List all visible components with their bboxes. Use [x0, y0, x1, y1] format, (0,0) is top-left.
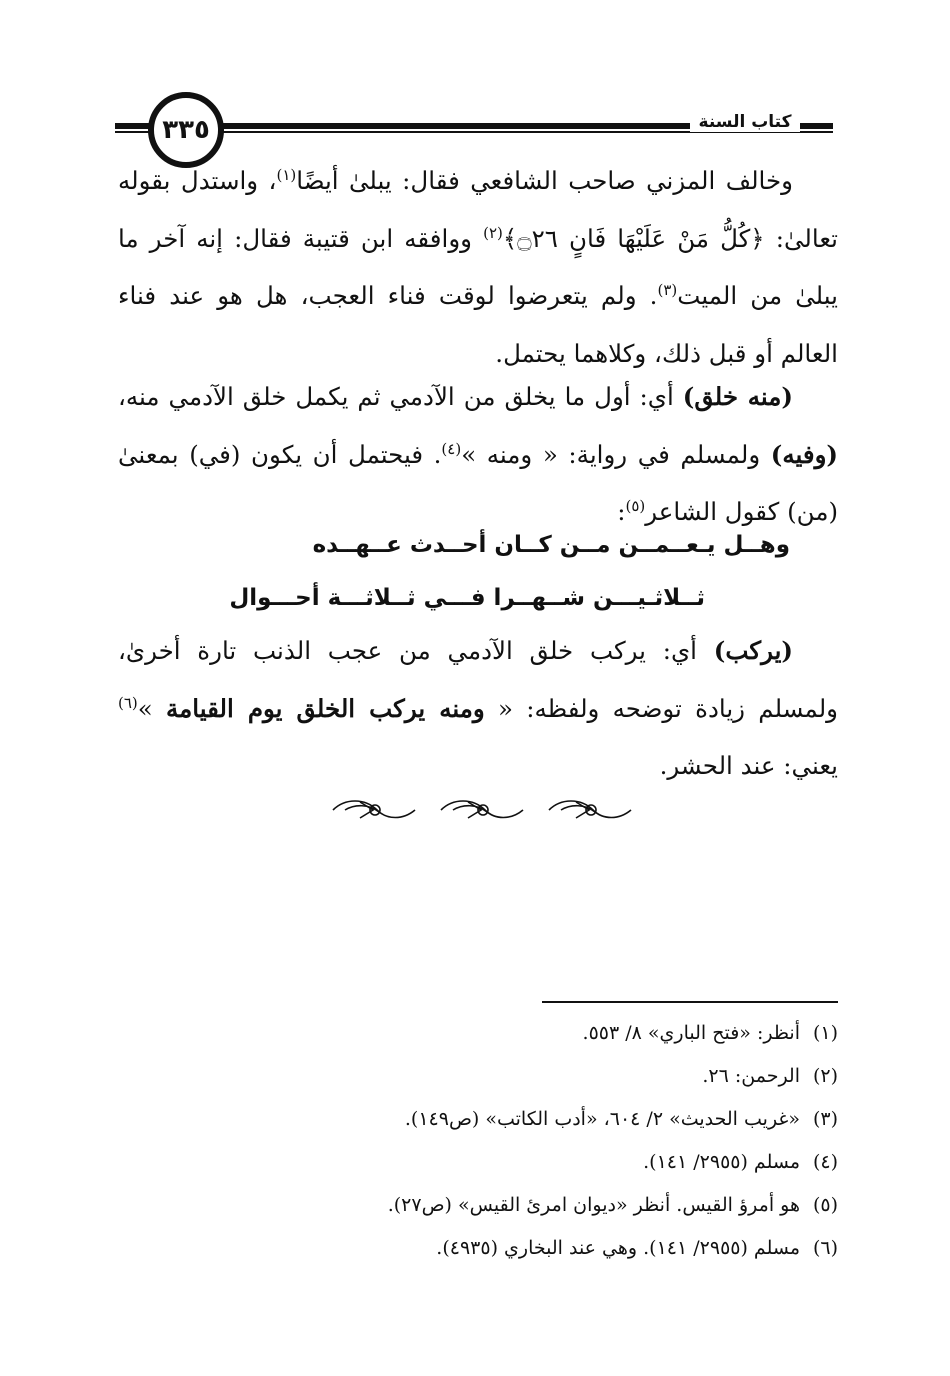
footnote-ref-4: (٤)	[441, 439, 462, 458]
footnote-number: (١)	[812, 1022, 838, 1044]
footnote-ref-1: (١)	[276, 165, 297, 184]
quote: ومنه يركب الخلق يوم القيامة	[166, 693, 485, 723]
paragraph-1	[118, 152, 838, 382]
text-span: . ولم يتعرضوا لوقت فناء العجب، هل هو عند فناء العالم أو	[118, 281, 838, 368]
footnote-number: (٤)	[812, 1151, 838, 1173]
footnote-item	[118, 1012, 838, 1055]
footnote-number: (٢)	[812, 1065, 838, 1087]
text-span: يعني: عند الحشر.	[659, 751, 838, 780]
footnote-text: هو أمرؤ القيس. أنظر «ديوان امرئ القيس» (ص٢٧).	[387, 1194, 800, 1216]
ornament-motif	[333, 801, 415, 818]
footnote-text: مسلم (٢٩٥٥/ ١٤١). وهي عند البخاري (٤٩٣٥).	[436, 1237, 800, 1259]
header-rule-right	[803, 123, 833, 129]
paragraph-2	[118, 368, 838, 541]
paragraph-line	[118, 368, 838, 541]
footnote-number: (٦)	[812, 1237, 838, 1259]
verse-line-1: وهــل يـعــمــن مــن كــان أحــدث عــهــده	[312, 532, 790, 558]
text-span: أي: أول ما يخلق من الآدمي ثم يكمل خلق الآدمي منه،	[118, 382, 683, 411]
footnote-text: «غريب الحديث» ٢/ ٦٠٤، «أدب الكاتب» (ص١٤٩).	[404, 1108, 800, 1130]
paragraph-line	[118, 622, 838, 795]
text-span: وخالف المزني صاحب الشافعي فقال: يبلىٰ أيضًا	[296, 166, 793, 195]
ornament-motif	[549, 801, 631, 818]
text-span: ولمسلم في رواية: « ومنه »	[461, 439, 771, 469]
ornament-motif	[441, 801, 523, 818]
keyword: (وفيه)	[770, 439, 838, 469]
footnote-ref-2: (٢)	[483, 223, 503, 242]
footnote-text: مسلم (٢٩٥٥/ ١٤١).	[643, 1151, 800, 1173]
page-number: ٣٣٥	[148, 92, 224, 168]
footnote-text: الرحمن: ٢٦.	[702, 1065, 800, 1087]
footnote-separator	[542, 1001, 838, 1003]
footnote-item	[118, 1141, 838, 1184]
footnote-text: أنظر: «فتح الباري» ٨/ ٥٥٣.	[582, 1022, 800, 1044]
text-span: قبل ذلك، وكلاهما يحتمل.	[495, 338, 747, 368]
footnote-ref-3: (٣)	[657, 280, 678, 299]
paragraph-3	[118, 622, 838, 795]
footnote-item	[118, 1098, 838, 1141]
running-title: كتاب السنة	[690, 112, 800, 132]
keyword: (يركب)	[713, 636, 793, 665]
footnote-item	[118, 1227, 838, 1270]
text-span: تعالىٰ: ﴿كُلُّ مَنْ عَلَيْهَا فَانٍ ۝٢٦﴾	[502, 223, 838, 253]
text-span: أي: يركب خلق الآدمي من عجب الذنب تارة أخرىٰ،	[118, 636, 714, 665]
text-span: كقول الشاعر	[645, 497, 780, 526]
paragraph-line	[118, 152, 838, 382]
text-span: ووافقه ابن قتيبة فقال: إنه آخر ما يبلىٰ	[118, 223, 838, 310]
footnote-item	[118, 1184, 838, 1227]
text-span: . فيحتمل أن يكون (في) بمعنىٰ (من)	[118, 439, 838, 526]
text-span: من الميت	[677, 281, 783, 310]
ornament-divider	[325, 790, 635, 830]
footnote-ref-6: (٦)	[118, 693, 138, 712]
header-rule-right-thin	[803, 131, 833, 133]
keyword: (منه خلق)	[682, 382, 793, 411]
verse-line-2: ثــلاثـيـــن شــهــرا فـــي ثــلاثـــة أحـــوال	[229, 585, 705, 611]
footnote-item	[118, 1055, 838, 1098]
text-span: »	[137, 693, 167, 723]
text-span: ، واستدل بقوله	[118, 166, 277, 195]
footnote-number: (٥)	[812, 1194, 838, 1216]
footnotes	[118, 1012, 838, 1270]
text-span: :	[617, 497, 626, 526]
text-span: ولمسلم زيادة توضحه ولفظه: «	[484, 693, 839, 723]
footnote-ref-5: (٥)	[625, 496, 646, 515]
footnote-number: (٣)	[812, 1108, 838, 1130]
